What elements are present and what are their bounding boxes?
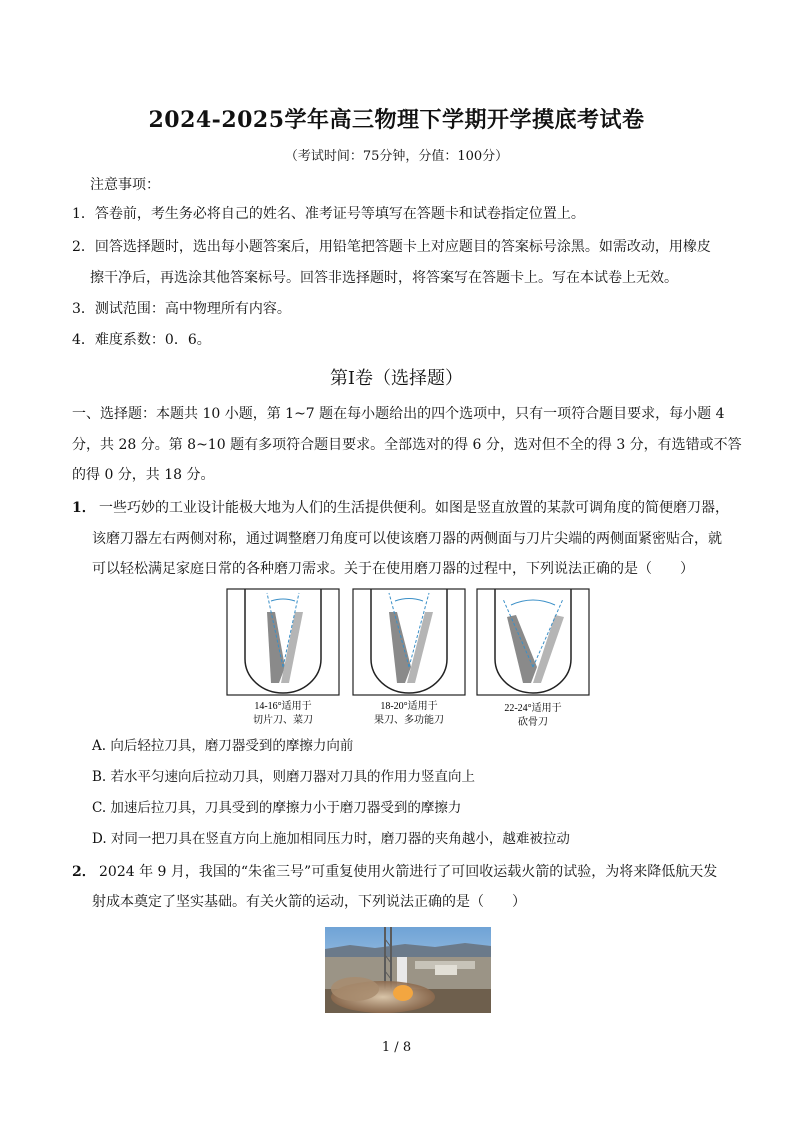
instructions-line: 分，共 28 分。第 8~10 题有多项符合题目要求。全部选对的得 6 分，选对但不全的得 3 分，有选错或不答 bbox=[72, 437, 742, 453]
notice-heading: 注意事项： bbox=[90, 177, 160, 193]
option-a: A. 向后轻拉刀具，磨刀器受到的摩擦力向前 bbox=[92, 738, 354, 754]
notice-item: 1．答卷前，考生务必将自己的姓名、准考证号等填写在答题卡和试卷指定位置上。 bbox=[72, 206, 585, 222]
figure-caption: 砍骨刀 bbox=[518, 717, 548, 728]
sharpener-figure bbox=[225, 587, 593, 729]
question-text: 一些巧妙的工业设计能极大地为人们的生活提供便利。如图是竖直放置的某款可调角度的简便磨刀器， bbox=[99, 500, 729, 516]
exam-subtitle: （考试时间：75分钟，分值：100分） bbox=[284, 149, 509, 164]
question-text: 可以轻松满足家庭日常的各种磨刀需求。关于在使用磨刀器的过程中，下列说法正确的是（ ） bbox=[92, 561, 694, 577]
sharpener-diagram-3 bbox=[477, 589, 589, 695]
figure-caption: 切片刀、菜刀 bbox=[253, 715, 313, 726]
question-number: 2． bbox=[72, 864, 96, 880]
option-c: C. 加速后拉刀具，刀具受到的摩擦力小于磨刀器受到的摩擦力 bbox=[92, 800, 462, 816]
question-text: 2024 年 9 月，我国的“朱雀三号”可重复使用火箭进行了可回收运载火箭的试验，为将来降低航天发 bbox=[99, 864, 718, 880]
figure-caption: 果刀、多功能刀 bbox=[374, 715, 444, 726]
question-text: 射成本奠定了坚实基础。有关火箭的运动，下列说法正确的是（ ） bbox=[92, 894, 526, 910]
sharpener-diagram-1 bbox=[227, 589, 339, 695]
instructions-line: 一、选择题：本题共 10 小题，第 1~7 题在每小题给出的四个选项中，只有一项符合题目要求，每小题 4 bbox=[72, 406, 725, 422]
page-number: 1 / 8 bbox=[381, 1040, 412, 1055]
figure-caption: 14-16°适用于 bbox=[254, 701, 312, 712]
notice-item: 2．回答选择题时，选出每小题答案后，用铅笔把答题卡上对应题目的答案标号涂黑。如需改动，用橡皮 bbox=[72, 239, 711, 255]
question-number: 1． bbox=[72, 500, 96, 516]
exam-title: 2024-2025学年高三物理下学期开学摸底考试卷 bbox=[148, 107, 645, 133]
question-text: 该磨刀器左右两侧对称，通过调整磨刀角度可以使该磨刀器的两侧面与刀片尖端的两侧面紧密贴合，就 bbox=[92, 531, 722, 547]
notice-item-continued: 擦干净后，再选涂其他答案标号。回答非选择题时，将答案写在答题卡上。写在本试卷上无效。 bbox=[90, 270, 678, 286]
section-title: 第Ⅰ卷（选择题） bbox=[329, 368, 464, 389]
instructions-line: 的得 0 分，共 18 分。 bbox=[72, 467, 215, 483]
notice-item: 4．难度系数：0．6。 bbox=[72, 332, 211, 348]
option-b: B. 若水平匀速向后拉动刀具，则磨刀器对刀具的作用力竖直向上 bbox=[92, 769, 476, 785]
rocket-launch-photo bbox=[325, 927, 491, 1013]
sharpener-diagram-2 bbox=[353, 589, 465, 695]
option-d: D. 对同一把刀具在竖直方向上施加相同压力时，磨刀器的夹角越小，越难被拉动 bbox=[92, 831, 570, 847]
notice-item: 3．测试范围：高中物理所有内容。 bbox=[72, 301, 291, 317]
figure-caption: 18-20°适用于 bbox=[380, 701, 438, 712]
figure-caption: 22-24°适用于 bbox=[504, 703, 562, 714]
